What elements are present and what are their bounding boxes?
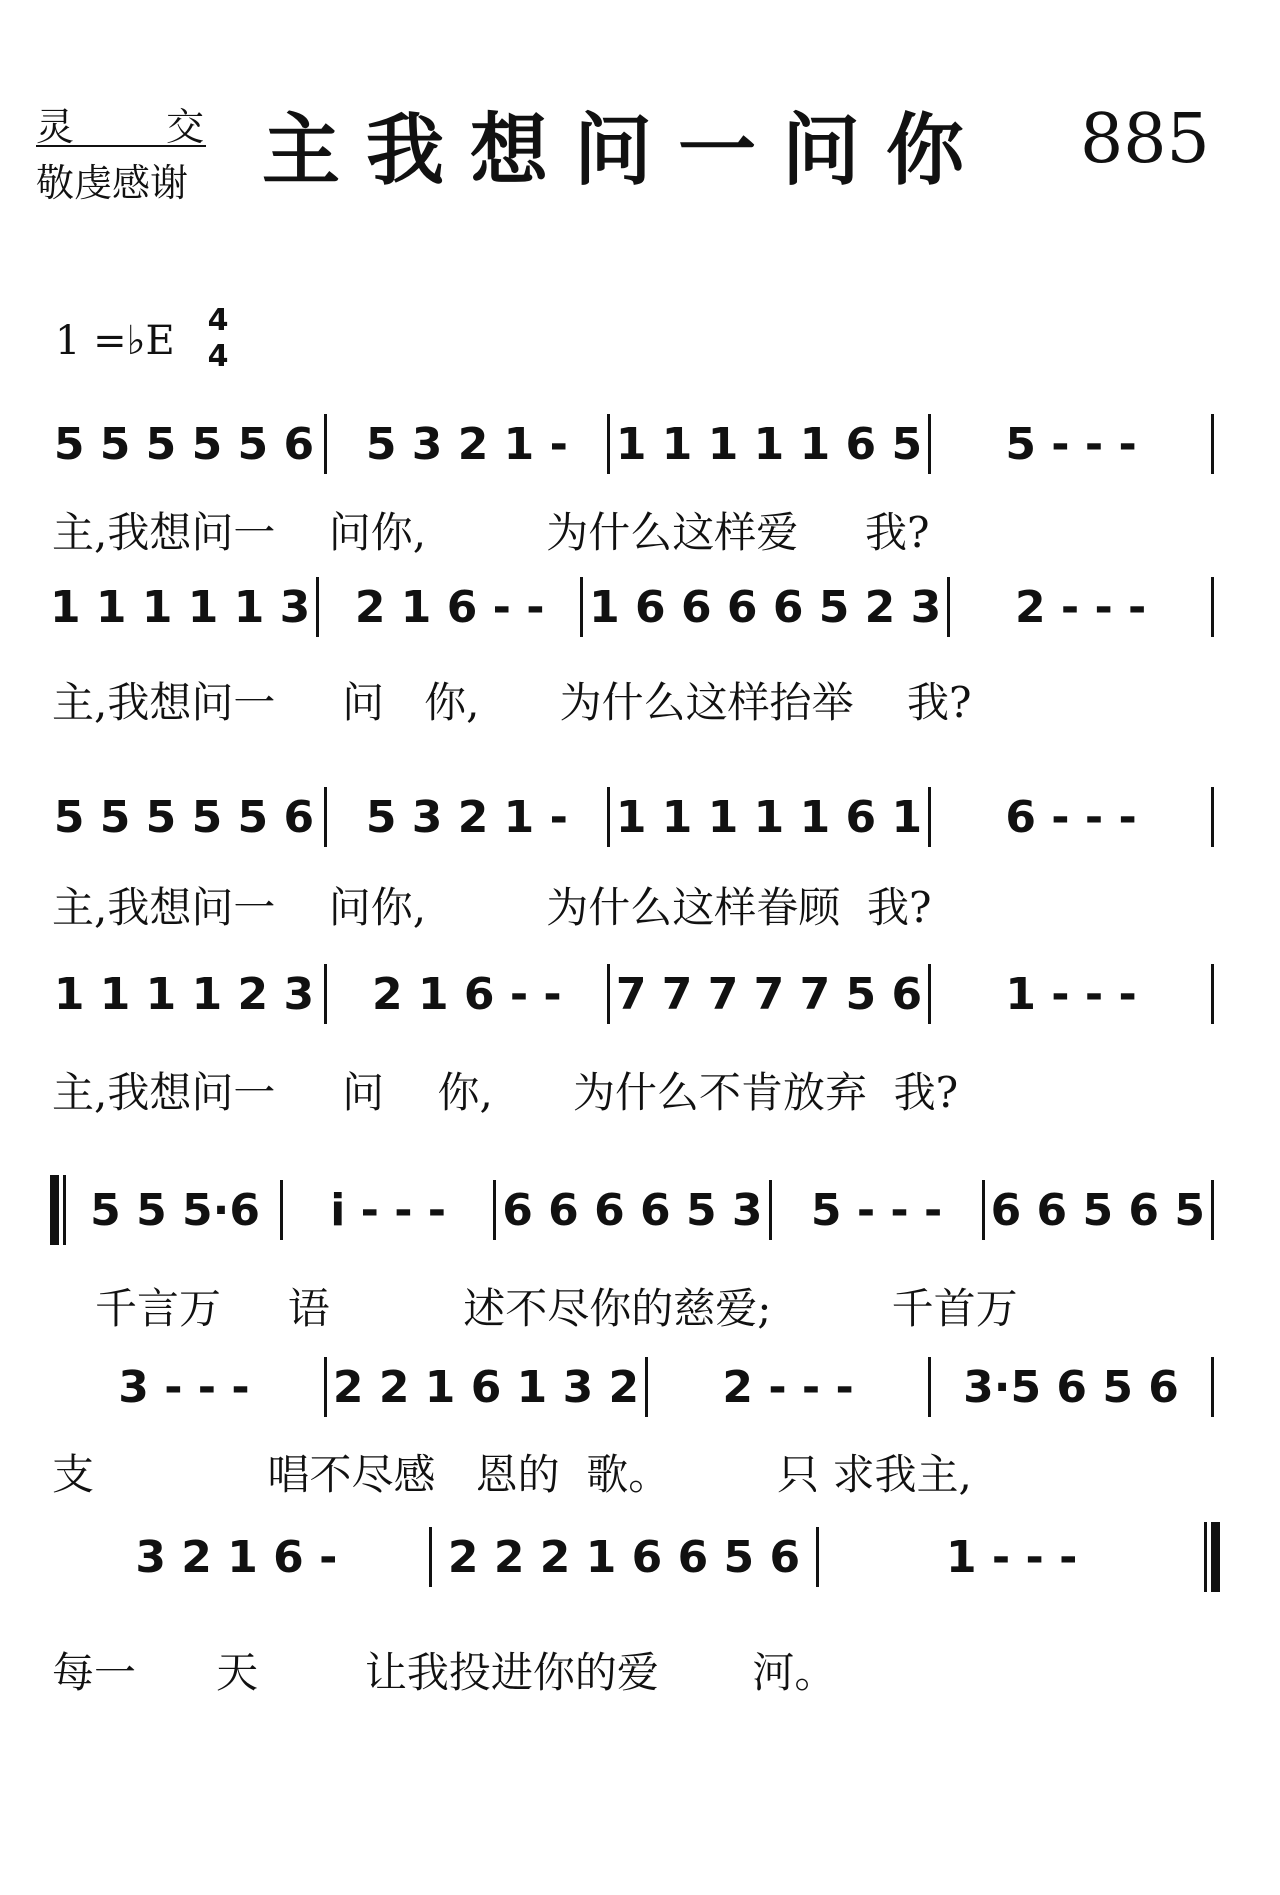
time-bottom: 4	[207, 339, 229, 374]
measure: 7 7 7 7 7 5 6	[615, 968, 923, 1020]
measure: 5 - - -	[1005, 418, 1137, 470]
hymn-number: 885	[1080, 100, 1210, 179]
measure: 2 2 1 6 1 3 2	[332, 1361, 640, 1413]
category-label	[36, 96, 206, 151]
measure: 3 - - -	[118, 1361, 250, 1413]
lyric-line-7: 每一 天 让我投进你的爱 河。	[52, 1648, 837, 1697]
barline	[607, 964, 610, 1024]
repeat-start-barline	[50, 1175, 66, 1245]
measure: 6 6 6 6 5 3	[502, 1184, 763, 1236]
barline	[928, 787, 931, 847]
notation-line-4	[50, 962, 1220, 1026]
repeat-end-barline	[1204, 1522, 1220, 1592]
hymn-title: 主我想问一问你	[262, 106, 991, 196]
measure: 2 2 2 1 6 6 5 6	[447, 1531, 801, 1583]
barline	[1211, 1180, 1214, 1240]
lyric-line-4: 主,我想问一 问 你, 为什么不肯放弃 我?	[52, 1068, 959, 1117]
barline	[607, 787, 610, 847]
time-top: 4	[207, 303, 229, 338]
measure: 1 1 1 1 1 6 5	[615, 418, 923, 470]
time-signature	[203, 303, 233, 375]
lyric-line-5: 千言万 语 述不尽你的慈爱; 千首万	[95, 1284, 1018, 1333]
measure: 5 3 2 1 -	[365, 791, 568, 843]
barline	[928, 414, 931, 474]
measure: 1 - - -	[1005, 968, 1137, 1020]
measure: i - - -	[330, 1184, 447, 1236]
lyric-line-3: 主,我想问一 问你, 为什么这样眷顾 我?	[52, 883, 932, 932]
barline	[1211, 1357, 1214, 1417]
key-signature: 1 =♭E	[55, 318, 175, 364]
lyric-line-2: 主,我想问一 问 你, 为什么这样抬举 我?	[52, 678, 972, 727]
barline	[982, 1180, 985, 1240]
barline	[429, 1527, 432, 1587]
barline	[580, 577, 583, 637]
category-divider	[36, 145, 206, 147]
measure: 3·5 6 5 6	[963, 1361, 1179, 1413]
lyric-line-6: 支 唱不尽感 恩的 歌。 只 求我主,	[52, 1450, 972, 1499]
measure: 6 6 5 6 5	[990, 1184, 1205, 1236]
measure: 6 - - -	[1005, 791, 1137, 843]
notation-line-3	[50, 785, 1220, 849]
notation-line-7	[50, 1525, 1220, 1589]
measure: 5 5 5·6	[90, 1184, 260, 1236]
barline	[947, 577, 950, 637]
barline	[607, 414, 610, 474]
barline	[816, 1527, 819, 1587]
measure: 5 - - -	[810, 1184, 943, 1236]
measure: 2 1 6 - -	[354, 581, 545, 633]
measure: 3 2 1 6 -	[135, 1531, 338, 1583]
measure: 5 3 2 1 -	[365, 418, 568, 470]
notation-line-1	[50, 412, 1220, 476]
notation-line-5	[50, 1178, 1220, 1242]
barline	[493, 1180, 496, 1240]
barline	[324, 414, 327, 474]
lyric-line-1: 主,我想问一 问你, 为什么这样爱 我?	[52, 508, 930, 557]
barline	[928, 1357, 931, 1417]
barline	[1211, 787, 1214, 847]
category-subtitle: 敬虔感谢	[36, 161, 189, 205]
measure: 1 - - -	[946, 1531, 1078, 1583]
barline	[324, 1357, 327, 1417]
barline	[324, 964, 327, 1024]
notation-line-2	[50, 575, 1220, 639]
barline	[928, 964, 931, 1024]
barline	[645, 1357, 648, 1417]
measure: 2 1 6 - -	[372, 968, 562, 1020]
measure: 1 6 6 6 6 5 2 3	[589, 581, 942, 633]
measure: 1 1 1 1 1 6 1	[615, 791, 923, 843]
barline	[1211, 577, 1214, 637]
measure: 1 1 1 1 2 3	[53, 968, 315, 1020]
measure: 5 5 5 5 5 6	[53, 418, 315, 470]
barline	[280, 1180, 283, 1240]
measure: 1 1 1 1 1 3	[50, 581, 311, 633]
barline	[316, 577, 319, 637]
category-top-right: 交	[165, 105, 206, 149]
category-top-left: 灵	[36, 105, 77, 149]
barline	[769, 1180, 772, 1240]
barline	[1211, 414, 1214, 474]
measure: 2 - - -	[1014, 581, 1147, 633]
measure: 5 5 5 5 5 6	[53, 791, 315, 843]
measure: 2 - - -	[722, 1361, 854, 1413]
barline	[1211, 964, 1214, 1024]
notation-line-6	[50, 1355, 1220, 1419]
barline	[324, 787, 327, 847]
